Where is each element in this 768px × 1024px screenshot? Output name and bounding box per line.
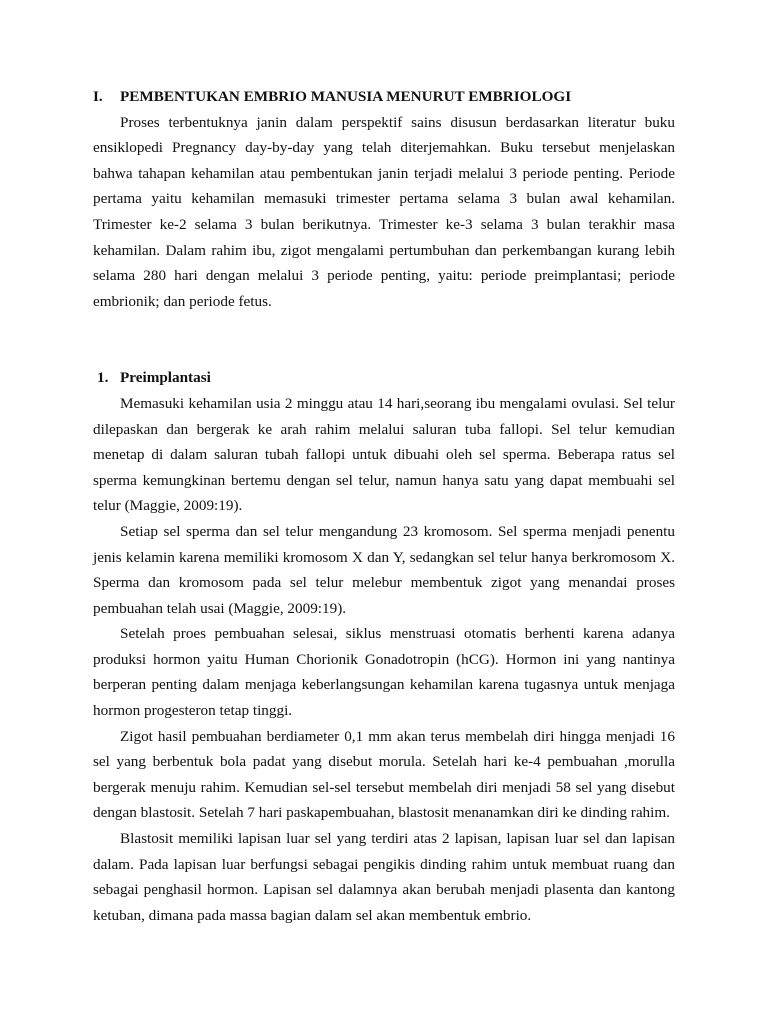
intro-paragraph: Proses terbentuknya janin dalam perspektif sains disusun berdasarkan literatur buku ensiklopedi Pregnancy day-by-day yang telah diterjemahkan. Buku tersebut menjelaskan bahwa tahapan kehamilan atau pembentukan janin terjadi melalui 3 periode penting. Periode pertama yaitu kehamilan memasuki trimester pertama selama 3 bulan awal kehamilan. Trimester ke-2 selama 3 bulan berikutnya. Trimester ke-3 selama 3 bulan terakhir masa kehamilan. Dalam rahim ibu, zigot mengalami pertumbuhan dan perkembangan kurang lebih selama 280 hari dengan melalui 3 periode penting, yaitu: periode preimplantasi; periode embrionik; dan periode fetus. xyxy=(93,113,675,310)
subsection-number: 1. xyxy=(97,369,109,387)
body-paragraph: Setelah proes pembuahan selesai, siklus menstruasi otomatis berhenti karena adanya produksi hormon yaitu Human Chorionik Gonadotropin (hCG). Hormon ini yang nantinya berperan penting dalam menjaga keberlangsungan kehamilan karena tugasnya untuk menjaga hormon progesteron tetap tinggi. xyxy=(93,625,675,720)
body-paragraph: Memasuki kehamilan usia 2 minggu atau 14 hari,seorang ibu mengalami ovulasi. Sel telur dilepaskan dan bergerak ke arah rahim melalui saluran tuba fallopi. Sel telur kemudian menetap di dalam saluran tubah fallopi untuk dibuahi oleh sel sperma. Beberapa ratus sel sperma kemungkinan bertemu dengan sel telur, namun hanya satu yang dapat membuahi sel telur (Maggie, 2009:19). xyxy=(93,394,675,515)
subsection-heading xyxy=(93,365,675,391)
section-title: PEMBENTUKAN EMBRIO MANUSIA MENURUT EMBRIOLOGI xyxy=(120,88,572,105)
section-heading xyxy=(93,84,675,110)
body-paragraph: Setiap sel sperma dan sel telur mengandung 23 kromosom. Sel sperma menjadi penentu jenis kelamin karena memiliki kromosom X dan Y, sedangkan sel telur hanya berkromosom X. Sperma dan kromosom pada sel telur melebur membentuk zigot yang menandai proses pembuahan telah usai (Maggie, 2009:19). xyxy=(93,522,675,617)
document-content xyxy=(93,84,675,928)
section-spacer xyxy=(93,314,675,365)
subsection-title: Preimplantasi xyxy=(120,369,211,387)
body-paragraph: Zigot hasil pembuahan berdiameter 0,1 mm akan terus membelah diri hingga menjadi 16 sel yang berbentuk bola padat yang disebut morula. Setelah hari ke-4 pembuahan ,morulla bergerak menuju rahim. Kemudian sel-sel tersebut membelah diri menjadi 58 sel yang disebut dengan blastosit. Setelah 7 hari paskapembuahan, blastosit menanamkan diri ke dinding rahim. xyxy=(93,727,675,822)
body-paragraph: Blastosit memiliki lapisan luar sel yang terdiri atas 2 lapisan, lapisan luar sel dan lapisan dalam. Pada lapisan luar berfungsi sebagai pengikis dinding rahim untuk membuat ruang dan sebagai penghasil hormon. Lapisan sel dalamnya akan berubah menjadi plasenta dan kantong ketuban, dimana pada massa bagian dalam sel akan membentuk embrio. xyxy=(93,830,675,924)
section-number: I. xyxy=(93,88,103,105)
